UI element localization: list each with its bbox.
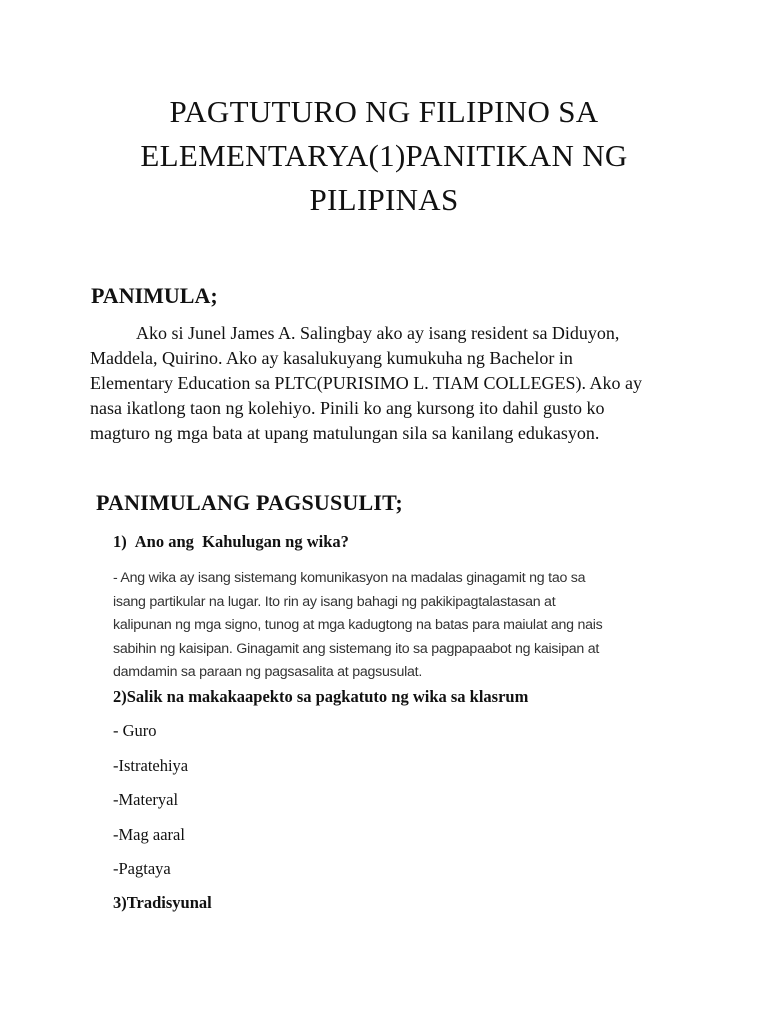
- question-1-text: Ano ang Kahulugan ng wika?: [134, 532, 349, 551]
- answer-1: [113, 567, 673, 685]
- title-line: PAGTUTURO NG FILIPINO SA: [169, 94, 599, 129]
- list-item: - Guro: [113, 721, 157, 740]
- question-2: 2)Salik na makakaapekto sa pagkatuto ng wika sa klasrum: [113, 687, 529, 706]
- answer-line: isang partikular na lugar. Ito rin ay isang bahagi ng pakikipagtalastasan at: [113, 593, 556, 610]
- pagsusulit-heading: PANIMULANG PAGSUSULIT;: [96, 490, 403, 515]
- title-line: ELEMENTARYA(1)PANITIKAN NG: [140, 138, 628, 173]
- paragraph-line: Maddela, Quirino. Ako ay kasalukuyang kumukuha ng Bachelor in: [90, 348, 573, 368]
- question-1: [113, 532, 349, 552]
- answer-line: - Ang wika ay isang sistemang komunikasyon na madalas ginagamit ng tao sa: [113, 570, 586, 586]
- answer-line: sabihin ng kaisipan. Ginagamit ang sistemang ito sa pagpapaabot ng kaisipan at: [113, 640, 600, 657]
- document-title: [0, 90, 768, 222]
- panimula-paragraph: [90, 321, 690, 446]
- list-item: -Pagtaya: [113, 859, 171, 878]
- question-1-number: 1): [113, 532, 127, 551]
- factors-list: [113, 720, 188, 893]
- panimula-heading: PANIMULA;: [91, 283, 218, 308]
- paragraph-line: Elementary Education sa PLTC(PURISIMO L. TIAM COLLEGES). Ako ay: [90, 373, 642, 393]
- question-3: 3)Tradisyunal: [113, 893, 212, 912]
- list-item: -Mag aaral: [113, 824, 185, 844]
- answer-line: kalipunan ng mga signo, tunog at mga kadugtong na batas para maiulat ang nais: [113, 617, 603, 633]
- paragraph-line: Ako si Junel James A. Salingbay ako ay isang resident sa Diduyon,: [136, 323, 620, 343]
- title-line: PILIPINAS: [309, 182, 459, 217]
- paragraph-line: nasa ikatlong taon ng kolehiyo. Pinili ko ang kursong ito dahil gusto ko: [90, 398, 605, 418]
- answer-line: damdamin sa paraan ng pagsasalita at pagsusulat.: [113, 664, 423, 680]
- list-item: -Materyal: [113, 790, 179, 809]
- list-item: -Istratehiya: [113, 755, 189, 775]
- paragraph-line: magturo ng mga bata at upang matulungan sila sa kanilang edukasyon.: [90, 423, 600, 443]
